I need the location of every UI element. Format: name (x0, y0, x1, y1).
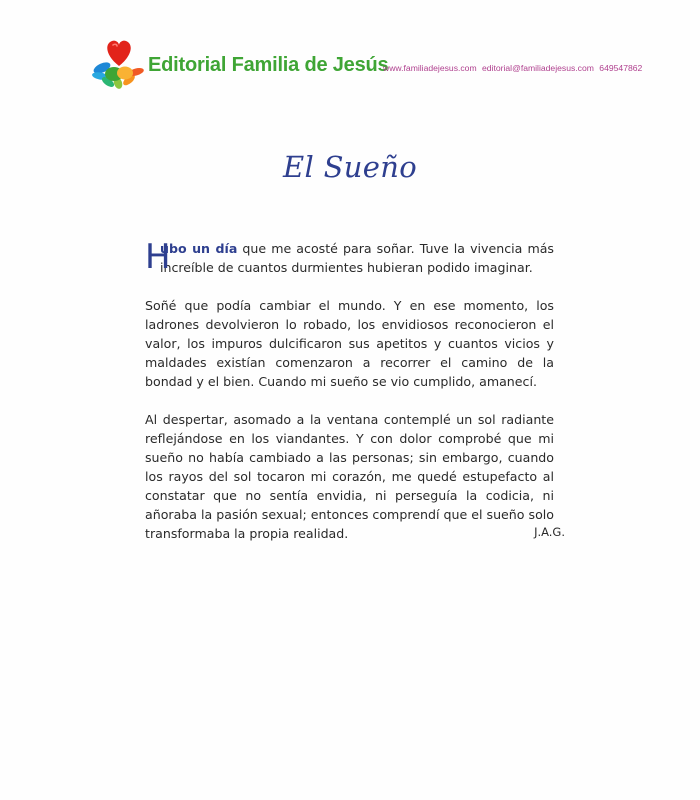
website-link[interactable]: www.familiadejesus.com (383, 63, 477, 73)
page-title: El Sueño (283, 150, 417, 184)
hands-heart-logo-icon (92, 36, 146, 90)
paragraph-1 (145, 239, 554, 277)
email-link[interactable]: editorial@familiadejesus.com (482, 63, 594, 73)
paragraph-2: Soñé que podía cambiar el mundo. Y en ese momento, los ladrones devolvieron lo robado, los envidiosos reconocieron el valor, los impuros dulcificaron sus apetitos y cuantos vicios y maldades existían comenzaron a recorrer el camino de la bondad y el bien. Cuando mi sueño se vio cumplido, amanecí. (145, 298, 554, 389)
page-header (92, 36, 652, 92)
author-signature: J.A.G. (534, 525, 565, 539)
drop-cap: H (145, 237, 171, 277)
brand-name: Editorial Familia de Jesús (148, 54, 389, 76)
phone-number: 649547862 (599, 63, 643, 73)
paragraph-3: Al despertar, asomado a la ventana contemplé un sol radiante reflejándose en los viandantes. Y con dolor comprobé que mi sueño no había cambiado a las personas; sin embargo, cuando los rayos del sol tocaron mi corazón, me quedé estupefacto al constatar que no sentía envidia, ni perseguía la codicia, ni añoraba la pasión sexual; entonces comprendí que el sueño solo transformaba la propia realidad. (145, 412, 554, 541)
paragraph-lead: ubo un día (160, 241, 238, 256)
paragraph-1-text: que me acosté para soñar. Tuve la vivencia más increíble de cuantos durmientes hubieran podido imaginar. (160, 241, 554, 275)
contact-info (383, 63, 645, 73)
story-body (145, 239, 554, 562)
